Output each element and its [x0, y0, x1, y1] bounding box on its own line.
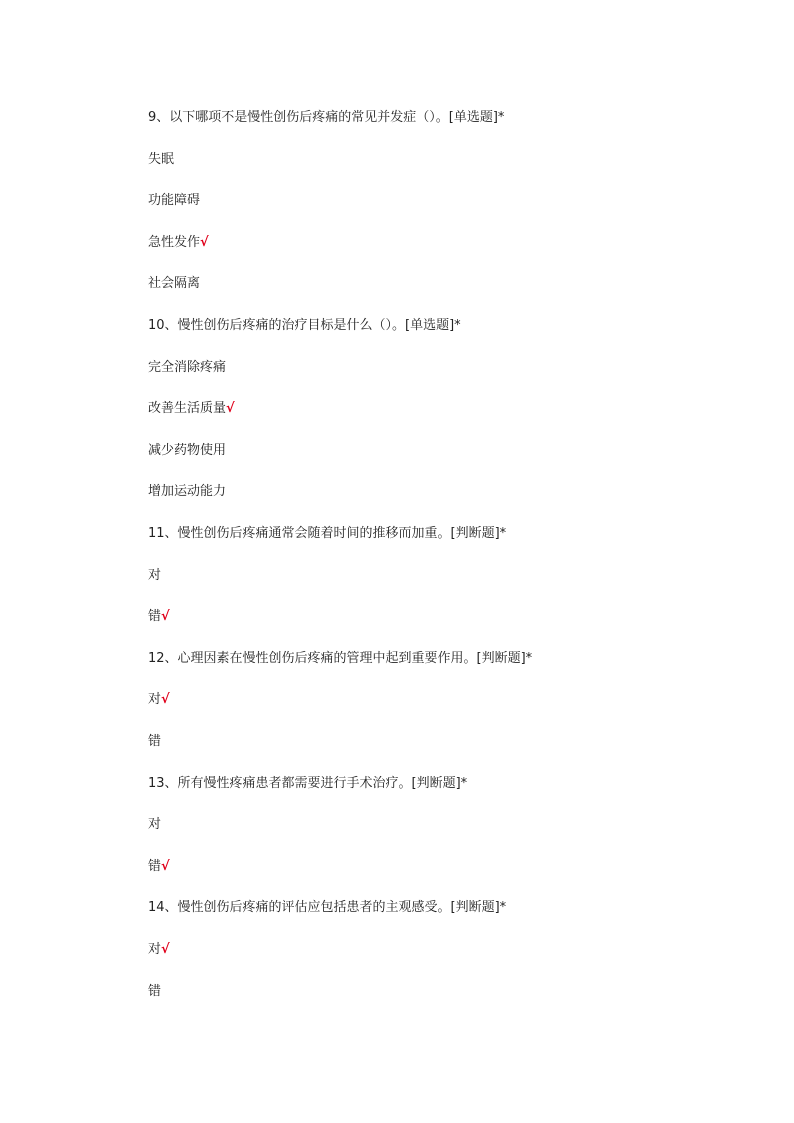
- check-mark: √: [161, 942, 170, 957]
- option-text: 错: [148, 609, 162, 624]
- option-item: [148, 151, 174, 169]
- question-stem: 11、慢性创伤后疼痛通常会随着时间的推移而加重。[判断题]*: [148, 526, 507, 541]
- question-stem: 10、慢性创伤后疼痛的治疗目标是什么（）。[单选题]*: [148, 318, 461, 333]
- check-mark: √: [161, 609, 170, 624]
- option-text: 功能障碍: [148, 193, 201, 208]
- option-item: [148, 608, 170, 626]
- option-text: 急性发作: [148, 235, 201, 250]
- option-text: 对: [148, 817, 162, 832]
- option-text: 错: [148, 734, 162, 749]
- option-item: [148, 192, 200, 210]
- option-text: 错: [148, 859, 162, 874]
- check-mark: √: [200, 235, 209, 250]
- question-stem: 13、所有慢性疼痛患者都需要进行手术治疗。[判断题]*: [148, 776, 468, 791]
- option-item: [148, 275, 200, 293]
- option-item: [148, 816, 161, 834]
- option-text: 减少药物使用: [148, 443, 227, 458]
- option-text: 对: [148, 692, 162, 707]
- option-item: [148, 400, 235, 418]
- check-mark: √: [161, 692, 170, 707]
- option-item: [148, 359, 226, 377]
- option-text: 完全消除疼痛: [148, 360, 227, 375]
- option-item: [148, 691, 170, 709]
- option-item: [148, 733, 161, 751]
- question-stem: 14、慢性创伤后疼痛的评估应包括患者的主观感受。[判断题]*: [148, 900, 507, 915]
- option-item: [148, 858, 170, 876]
- option-item: [148, 567, 161, 585]
- option-text: 对: [148, 942, 162, 957]
- option-item: [148, 941, 170, 959]
- option-item: [148, 442, 226, 460]
- check-mark: √: [226, 401, 235, 416]
- option-item: [148, 983, 161, 1001]
- option-item: [148, 234, 209, 252]
- option-text: 错: [148, 984, 162, 999]
- option-text: 对: [148, 568, 162, 583]
- question-stem: 9、以下哪项不是慢性创伤后疼痛的常见并发症（）。[单选题]*: [148, 110, 505, 125]
- option-text: 改善生活质量: [148, 401, 227, 416]
- check-mark: √: [161, 859, 170, 874]
- option-text: 社会隔离: [148, 276, 201, 291]
- option-text: 失眠: [148, 152, 175, 167]
- question-stem: 12、心理因素在慢性创伤后疼痛的管理中起到重要作用。[判断题]*: [148, 651, 533, 666]
- option-text: 增加运动能力: [148, 484, 227, 499]
- option-item: [148, 483, 226, 501]
